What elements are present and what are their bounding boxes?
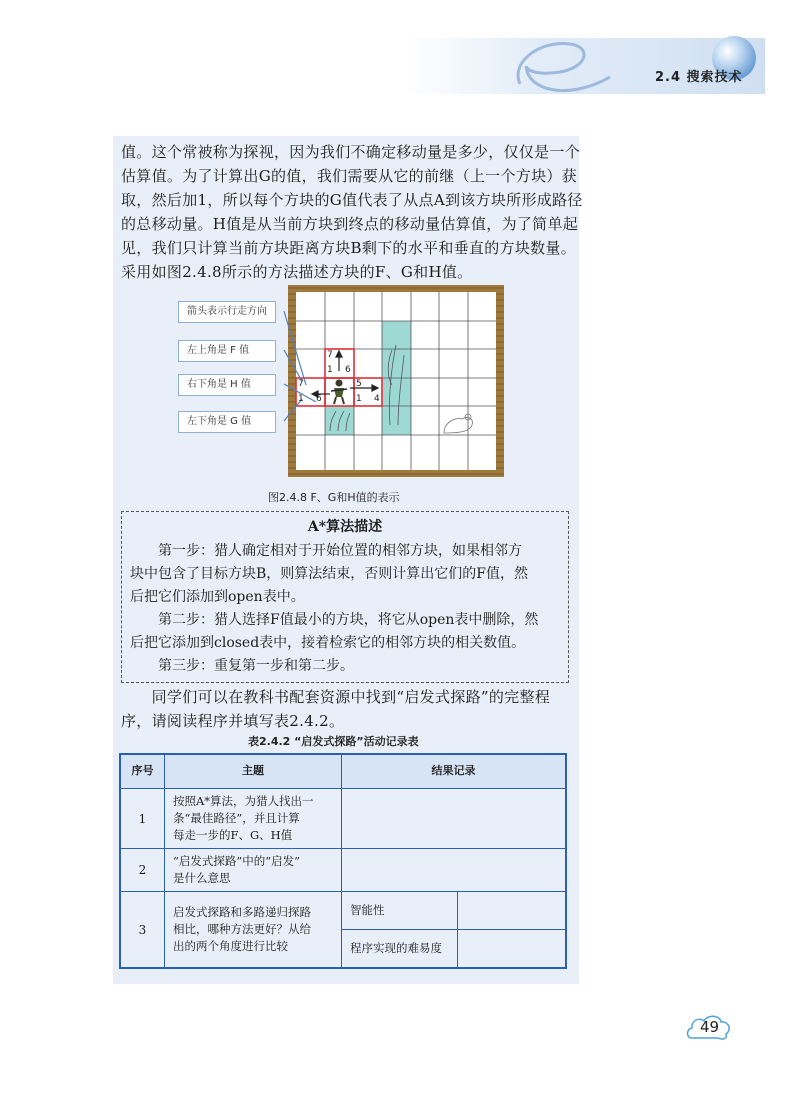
header-result: 结果记录 (342, 755, 565, 789)
row3-aspect-intelligence: 智能性 (342, 892, 458, 930)
row2-topic (165, 849, 342, 892)
label-g-value: 左下角是 G 值 (178, 411, 276, 433)
text-line: 每走一步的F、G、H值 (173, 828, 293, 842)
page-number: 49 (700, 1018, 720, 1036)
algorithm-body (130, 540, 562, 678)
right-f-value: 5 (356, 379, 362, 389)
label-f-value: 左上角是 F 值 (178, 340, 276, 362)
text-line: “启发式探路”中的“启发” (173, 854, 301, 868)
text-line: 见，我们只计算当前方块距离方块B剩下的水平和垂直的方块数量。 (121, 239, 577, 257)
activity-table (119, 753, 567, 969)
section-title: 2.4 搜索技术 (655, 70, 743, 85)
label-arrow-direction: 箭头表示行走方向 (178, 301, 276, 323)
algorithm-title: A*算法描述 (307, 519, 383, 535)
figure-caption: 图2.4.8 F、G和H值的表示 (268, 491, 400, 504)
text-line: 第二步：猎人选择F值最小的方块，将它从open表中删除，然 (130, 612, 539, 628)
left-g-value: 1 (298, 394, 304, 404)
text-line: 采用如图2.4.8所示的方法描述方块的F、G和H值。 (121, 263, 473, 281)
header-e-logo-icon (500, 22, 620, 112)
text-line: 块中包含了目标方块B，则算法结束，否则计算出它们的F值，然 (130, 566, 529, 582)
text-line: 的总移动量。H值是从当前方块到终点的移动量估算值，为了简单起 (121, 215, 579, 233)
row3-topic (165, 892, 342, 967)
right-g-value: 1 (356, 394, 362, 404)
up-g-value: 1 (327, 365, 333, 375)
figure-2-4-8 (178, 285, 518, 479)
text-line: 值。这个常被称为探视，因为我们不确定移动量是多少，仅仅是一个 (121, 143, 581, 161)
row1-topic (165, 789, 342, 849)
right-h-value: 4 (374, 394, 380, 404)
header-number: 序号 (121, 755, 165, 789)
text-line: 取，然后加1，所以每个方块的G值代表了从点A到该方块所形成路径 (121, 191, 583, 209)
activity-paragraph (121, 685, 571, 733)
text-line: 是什么意思 (173, 871, 231, 885)
grid-map (178, 285, 518, 479)
text-line: 按照A*算法，为猎人找出一 (173, 794, 314, 808)
text-line: 序，请阅读程序并填写表2.4.2。 (121, 712, 345, 730)
text-line: 相比，哪种方法更好？从给 (173, 922, 311, 936)
text-line: 启发式探路和多路递归探路 (173, 905, 311, 919)
row3-number: 3 (121, 892, 165, 967)
row1-number: 1 (121, 789, 165, 849)
text-line: 条“最佳路径”，并且计算 (173, 811, 300, 825)
text-line: 后把它添加到closed表中，接着检索它的相邻方块的相关数值。 (130, 635, 526, 651)
text-line: 第三步：重复第一步和第二步。 (130, 658, 354, 674)
intro-paragraph (121, 140, 583, 284)
table-caption: 表2.4.2 “启发式探路”活动记录表 (248, 735, 419, 748)
up-f-value: 7 (327, 350, 333, 360)
algorithm-box (121, 511, 569, 683)
label-h-value: 右下角是 H 值 (178, 374, 276, 396)
row2-number: 2 (121, 849, 165, 892)
row2-result (342, 849, 565, 892)
row3-difficulty-result (458, 930, 565, 967)
row3-intelligence-result (458, 892, 565, 930)
header-topic: 主题 (165, 755, 342, 789)
row3-aspect-difficulty: 程序实现的难易度 (342, 930, 458, 967)
text-line: 同学们可以在教科书配套资源中找到“启发式探路”的完整程 (121, 688, 551, 706)
text-line: 出的两个角度进行比较 (173, 939, 288, 953)
text-line: 后把它们添加到open表中。 (130, 589, 305, 605)
row1-result (342, 789, 565, 849)
left-h-value: 6 (316, 394, 322, 404)
up-h-value: 6 (345, 365, 351, 375)
text-line: 第一步：猎人确定相对于开始位置的相邻方块，如果相邻方 (130, 543, 522, 559)
text-line: 估算值。为了计算出G的值，我们需要从它的前继（上一个方块）获 (121, 167, 577, 185)
left-f-value: 7 (298, 379, 304, 389)
